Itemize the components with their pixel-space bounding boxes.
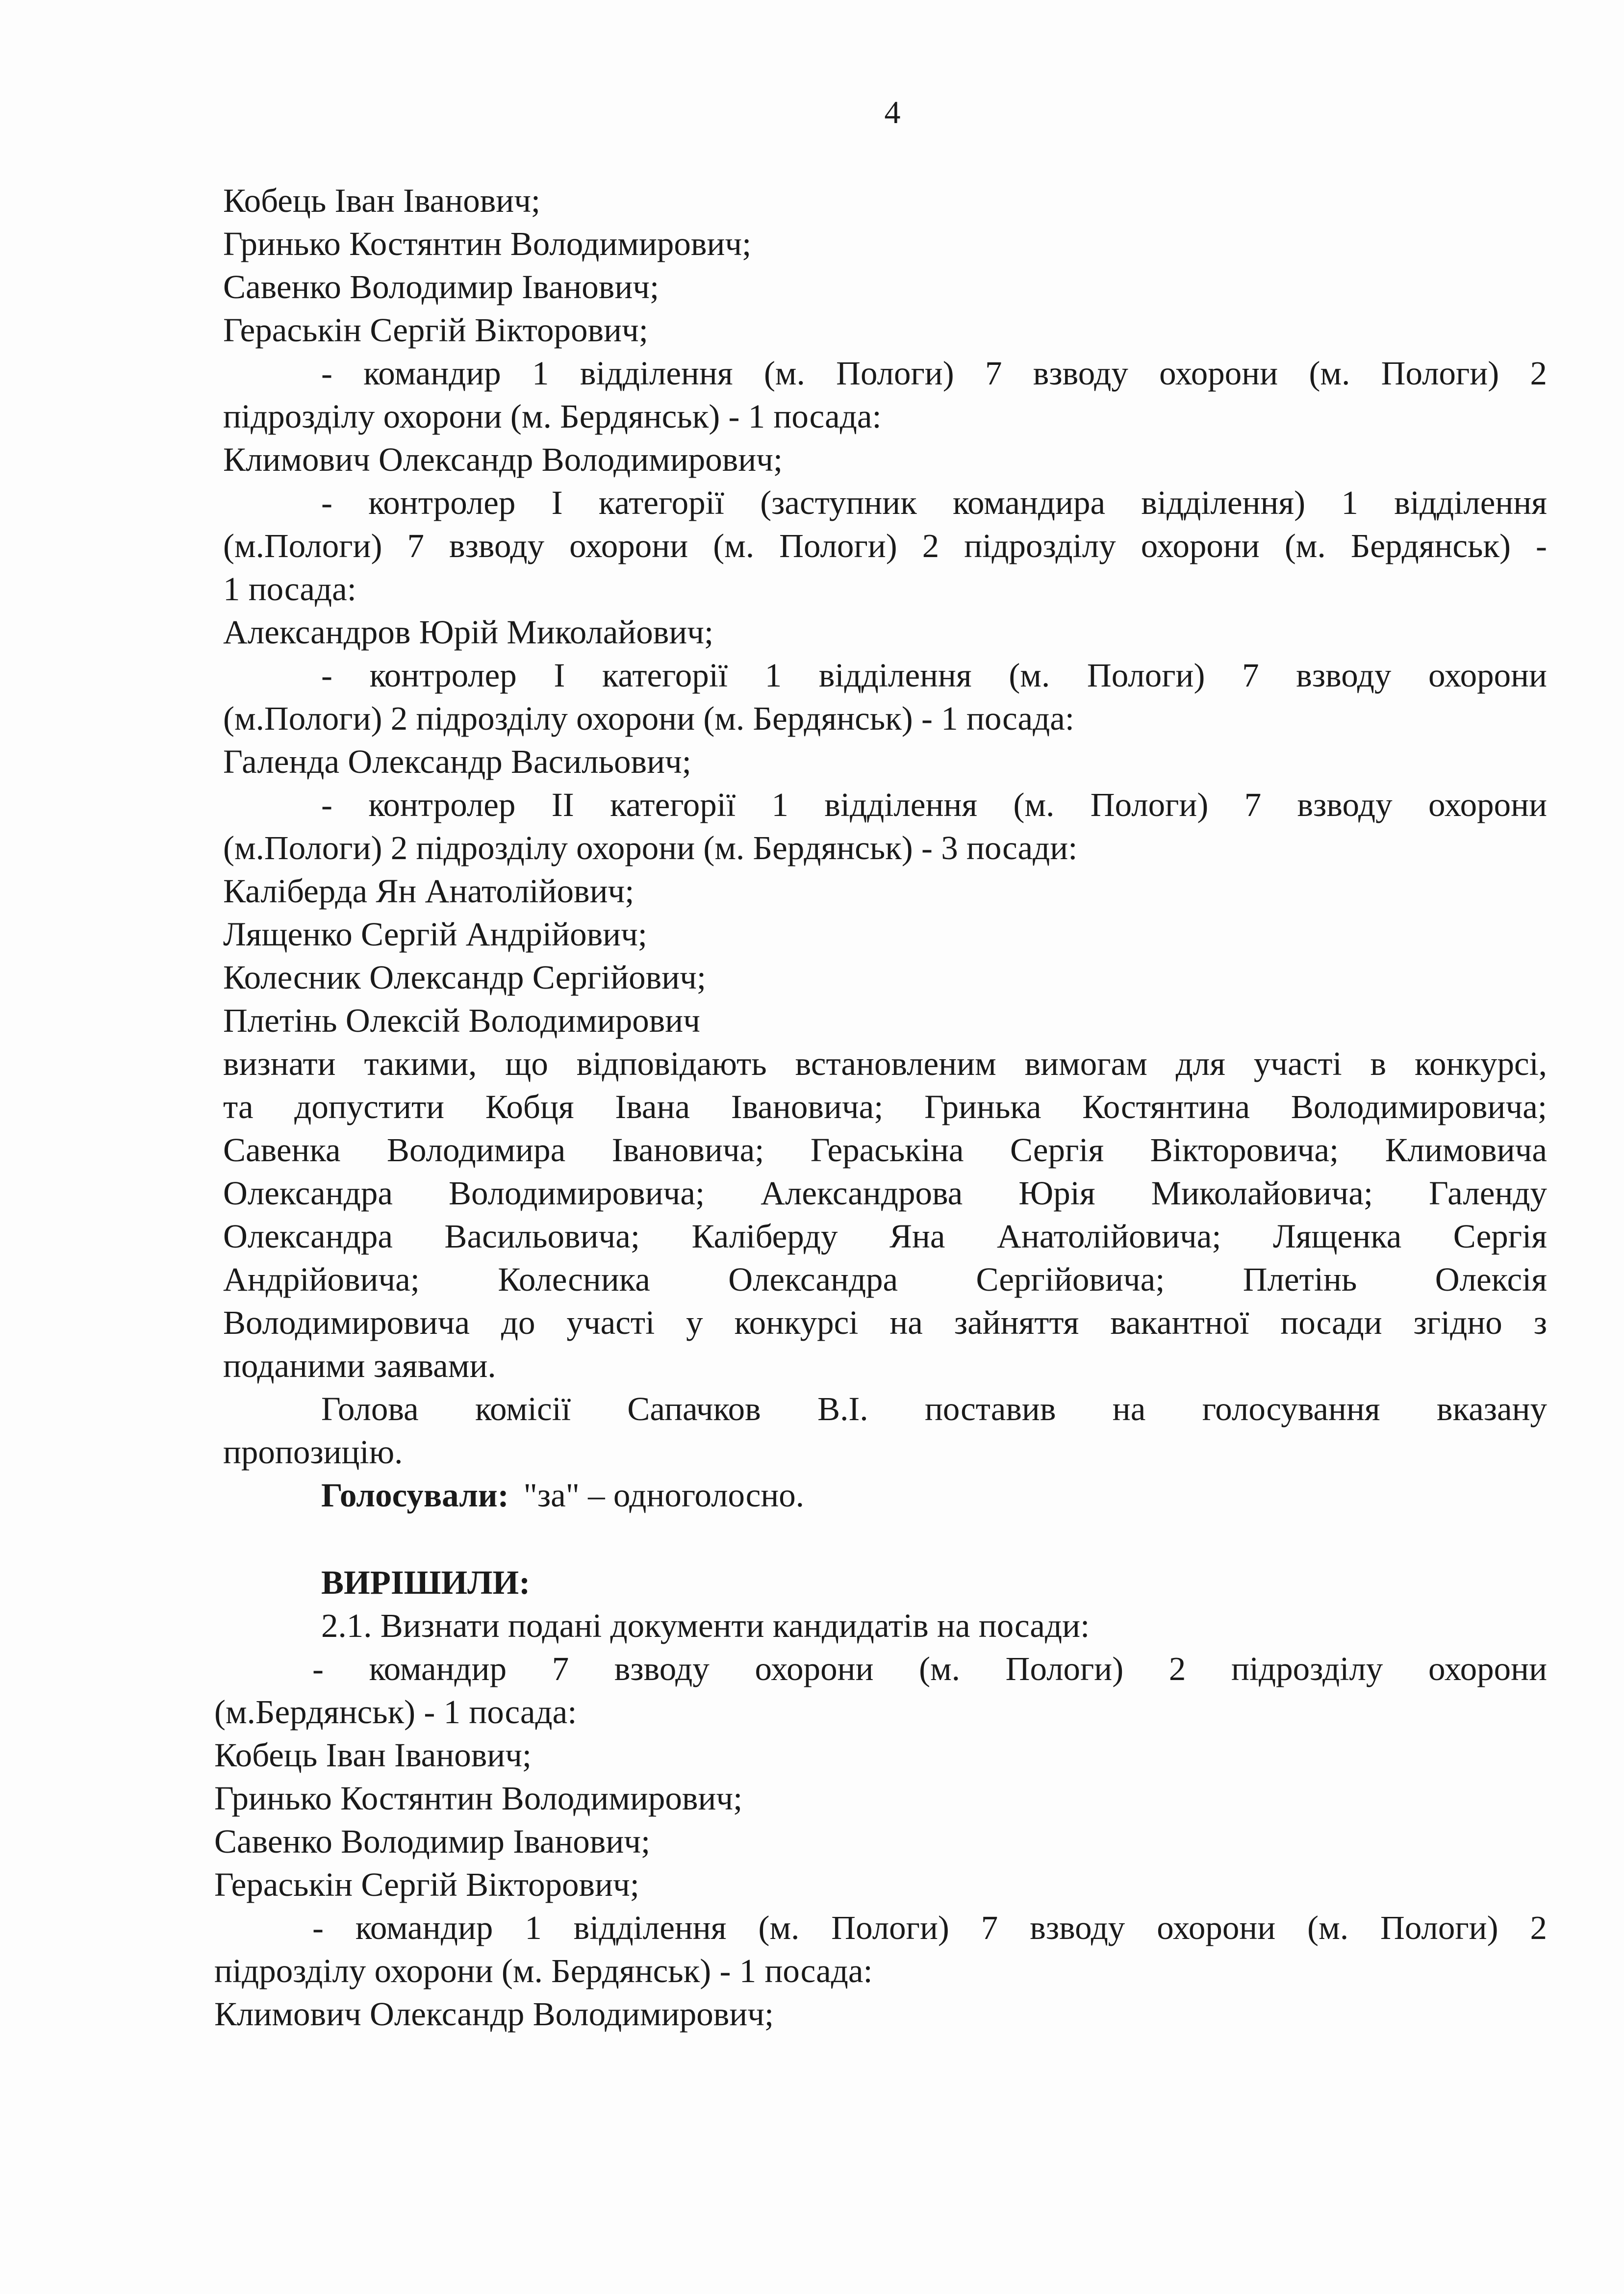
vote-result-value: "за" – одноголосно. [523,1477,805,1514]
decision-text: поданими заявами. [223,1347,496,1384]
candidate-name: Плетінь Олексій Володимирович [223,1002,700,1039]
page-number: 4 [884,95,901,130]
position-line: 1 посада: [223,570,356,608]
position-line: - командир 1 відділення (м. Пологи) 7 взводу охорони (м. Пологи) 2 [321,355,1547,392]
candidate-name: Гераськін Сергій Вікторович; [214,1866,639,1903]
candidate-name: Гринько Костянтин Володимирович; [214,1780,743,1817]
position-line: (м.Пологи) 2 підрозділу охорони (м. Бердянськ) - 1 посада: [223,700,1075,737]
candidate-name: Савенко Володимир Іванович; [214,1823,651,1860]
candidate-name: Галенда Олександр Васильович; [223,743,691,780]
resolved-item: 2.1. Визнати подані документи кандидатів на посади: [321,1607,1090,1644]
decision-text: Олександра Васильовича; Каліберду Яна Анатолійовича; Лященка Сергія [223,1218,1547,1255]
position-line: (м.Пологи) 2 підрозділу охорони (м. Бердянськ) - 3 посади: [223,829,1078,867]
candidate-name: Савенко Володимир Іванович; [223,268,660,306]
position-line: - контролер ІІ категорії 1 відділення (м. Пологи) 7 взводу охорони [321,786,1547,823]
position-line: підрозділу охорони (м. Бердянськ) - 1 посада: [223,398,882,435]
candidate-name: Климович Олександр Володимирович; [223,441,783,478]
section-gap [223,1517,1547,1561]
position-line: - контролер І категорії (заступник командира відділення) 1 відділення [321,484,1547,521]
candidate-name: Лященко Сергій Андрійович; [223,916,647,953]
vote-proposal-text: пропозицію. [223,1433,403,1471]
position-line: - командир 7 взводу охорони (м. Пологи) 2 підрозділу охорони [312,1650,1547,1687]
decision-text: та допустити Кобця Івана Івановича; Гринька Костянтина Володимировича; [223,1088,1547,1125]
vote-result-label: Голосували: [321,1477,509,1514]
decision-text: Володимировича до участі у конкурсі на зайняття вакантної посади згідно з [223,1304,1547,1341]
position-line: - командир 1 відділення (м. Пологи) 7 взводу охорони (м. Пологи) 2 [312,1909,1547,1946]
position-line: (м.Пологи) 7 взводу охорони (м. Пологи) 2 підрозділу охорони (м. Бердянськ) - [223,527,1547,564]
position-line: підрозділу охорони (м. Бердянськ) - 1 посада: [214,1952,873,1989]
decision-text: Олександра Володимировича; Александрова Юрія Миколайовича; Галенду [223,1174,1547,1212]
candidate-name: Климович Олександр Володимирович; [214,1995,774,2033]
candidate-name: Кобець Іван Іванович; [214,1736,532,1774]
candidate-name: Гераськін Сергій Вікторович; [223,311,648,349]
position-line: (м.Бердянськ) - 1 посада: [214,1693,577,1731]
candidate-name: Гринько Костянтин Володимирович; [223,225,752,262]
decision-text: визнати такими, що відповідають встановленим вимогам для участі в конкурсі, [223,1045,1547,1082]
decision-text: Андрійовича; Колесника Олександра Сергійовича; Плетінь Олексія [223,1261,1547,1298]
candidate-name: Каліберда Ян Анатолійович; [223,872,634,910]
position-line: - контролер І категорії 1 відділення (м. Пологи) 7 взводу охорони [321,657,1547,694]
vote-result [223,1474,1547,1517]
resolved-heading: ВИРІШИЛИ: [321,1564,531,1601]
document-body [214,179,1547,2036]
vote-proposal-text: Голова комісії Сапачков В.І. поставив на голосування вказану [321,1390,1547,1427]
candidate-name: Кобець Іван Іванович; [223,182,541,219]
candidate-name: Колесник Олександр Сергійович; [223,959,707,996]
decision-text: Савенка Володимира Івановича; Гераськіна Сергія Вікторовича; Климовича [223,1131,1547,1169]
candidate-name: Александров Юрій Миколайович; [223,613,714,651]
